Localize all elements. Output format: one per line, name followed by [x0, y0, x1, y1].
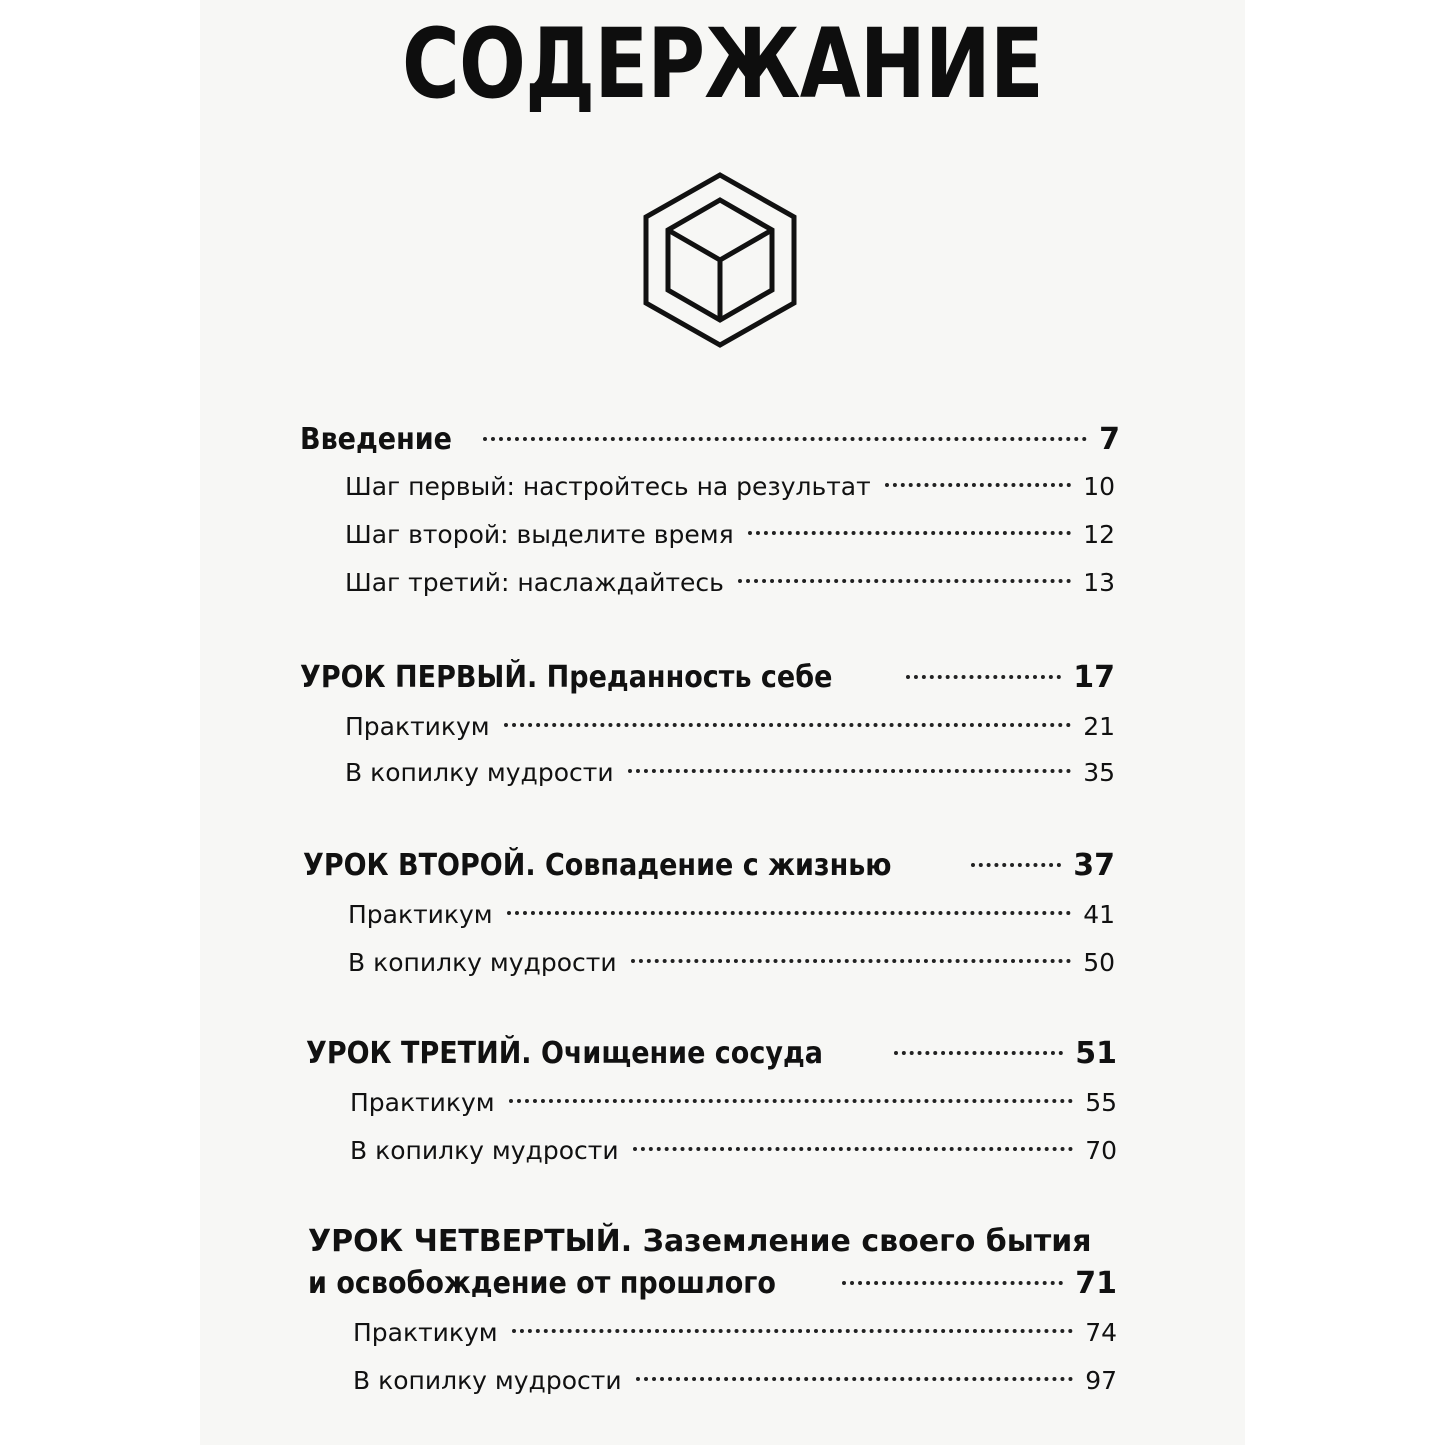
toc-entry-lesson3-wisdom[interactable]: В копилку мудрости 70 — [350, 1136, 1117, 1165]
dot-leader — [894, 1051, 1063, 1055]
dot-leader — [504, 723, 1072, 727]
dot-leader — [971, 863, 1061, 867]
toc-entry-lesson4-practicum[interactable]: Практикум 74 — [353, 1318, 1117, 1347]
hexagon-cube-icon — [630, 170, 810, 354]
dot-leader — [633, 1147, 1074, 1151]
dot-leader — [636, 1377, 1074, 1381]
dot-leader — [748, 531, 1072, 535]
toc-entry-intro-step1[interactable]: Шаг первый: настройтесь на результат 10 — [345, 472, 1115, 501]
dot-leader — [507, 911, 1072, 915]
toc-entry-lesson3-practicum[interactable]: Практикум 55 — [350, 1088, 1117, 1117]
dot-leader — [906, 675, 1062, 679]
toc-entry-intro[interactable]: Введение 7 — [300, 422, 1120, 457]
toc-entry-lesson4[interactable]: и освобождение от прошлого 71 — [308, 1266, 1117, 1301]
toc-entry-lesson1-practicum[interactable]: Практикум 21 — [345, 712, 1115, 741]
toc-entry-intro-step3[interactable]: Шаг третий: наслаждайтесь 13 — [345, 568, 1115, 597]
toc-entry-lesson2-wisdom[interactable]: В копилку мудрости 50 — [348, 948, 1115, 977]
toc-entry-lesson1[interactable]: УРОК ПЕРВЫЙ. Преданность себе 17 — [300, 660, 1115, 695]
book-page — [200, 0, 1245, 1445]
dot-leader — [738, 579, 1071, 583]
toc-entry-lesson4-wisdom[interactable]: В копилку мудрости 97 — [353, 1366, 1117, 1395]
toc-entry-lesson2-practicum[interactable]: Практикум 41 — [348, 900, 1115, 929]
dot-leader — [631, 959, 1072, 963]
dot-leader — [842, 1281, 1063, 1285]
toc-entry-intro-step2[interactable]: Шаг второй: выделите время 12 — [345, 520, 1115, 549]
toc-entry-lesson1-wisdom[interactable]: В копилку мудрости 35 — [345, 758, 1115, 787]
toc-entry-lesson2[interactable]: УРОК ВТОРОЙ. Совпадение с жизнью 37 — [303, 848, 1115, 883]
dot-leader — [885, 483, 1072, 487]
toc-entry-lesson3[interactable]: УРОК ТРЕТИЙ. Очищение сосуда 51 — [306, 1036, 1117, 1071]
toc-entry-lesson4-line1[interactable]: УРОК ЧЕТВЕРТЫЙ. Заземление своего бытия — [308, 1224, 1092, 1259]
page-title: СОДЕРЖАНИЕ — [402, 8, 1043, 120]
dot-leader — [512, 1329, 1074, 1333]
dot-leader — [509, 1099, 1074, 1103]
dot-leader — [483, 437, 1087, 441]
dot-leader — [628, 769, 1072, 773]
